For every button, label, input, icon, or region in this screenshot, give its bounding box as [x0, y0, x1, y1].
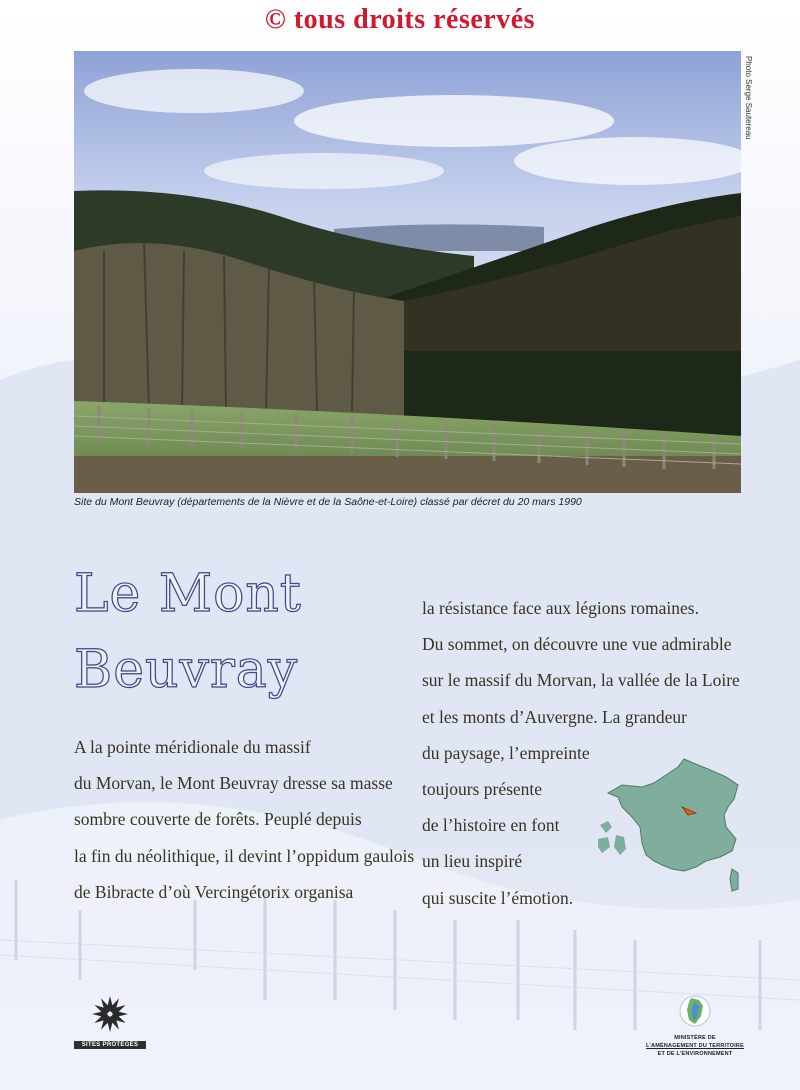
copyright-notice: © tous droits réservés — [264, 4, 536, 35]
ministry-line-2: L’AMÉNAGEMENT DU TERRITOIRE — [646, 1043, 744, 1049]
text-line: de l’histoire en font — [422, 815, 560, 836]
text-line: et les monts d’Auvergne. La grandeur — [422, 706, 688, 727]
text-line: du paysage, l’empreinte — [422, 742, 590, 763]
title-line-1: Le Mont — [74, 564, 302, 624]
text-line: la fin du néolithique, il devint l’oppidum gaulois — [74, 845, 415, 866]
text-line: la résistance face aux légions romaines. — [422, 598, 699, 618]
title-line-2: Beuvray — [74, 640, 299, 700]
text-line: toujours présente — [422, 779, 543, 800]
france-map-icon — [596, 755, 746, 895]
text-line: qui suscite l’émotion. — [422, 887, 574, 908]
text-line: Du sommet, on découvre une vue admirable — [422, 634, 732, 655]
ministry-logo-icon — [675, 994, 715, 1028]
landscape-photo — [74, 51, 741, 493]
photo-caption: Site du Mont Beuvray (départements de la Nièvre et de la Saône-et-Loire) classé par décret du 20 mars 1990 — [74, 496, 582, 508]
text-line: un lieu inspiré — [422, 851, 523, 872]
text-line: de Bibracte d’où Vercingétorix organisa — [74, 881, 354, 902]
text-column-left — [74, 729, 414, 910]
ministry-line-3: ET DE L’ENVIRONNEMENT — [657, 1051, 733, 1057]
ministry-logo — [645, 994, 745, 1057]
text-line: sombre couverte de forêts. Peuplé depuis — [74, 809, 362, 830]
ministry-line-1: MINISTÈRE DE — [674, 1035, 716, 1041]
sites-proteges-label: SITES PROTÉGÉS — [74, 1041, 146, 1049]
article-title — [74, 556, 394, 708]
photo-credit: Photo Serge Sautereau — [744, 56, 753, 140]
text-line: A la pointe méridionale du massif — [74, 737, 311, 757]
sites-proteges-logo-icon — [90, 994, 130, 1034]
text-line: du Morvan, le Mont Beuvray dresse sa masse — [74, 773, 393, 794]
sites-proteges-logo — [74, 994, 146, 1050]
text-line: sur le massif du Morvan, la vallée de la Loire — [422, 670, 740, 691]
